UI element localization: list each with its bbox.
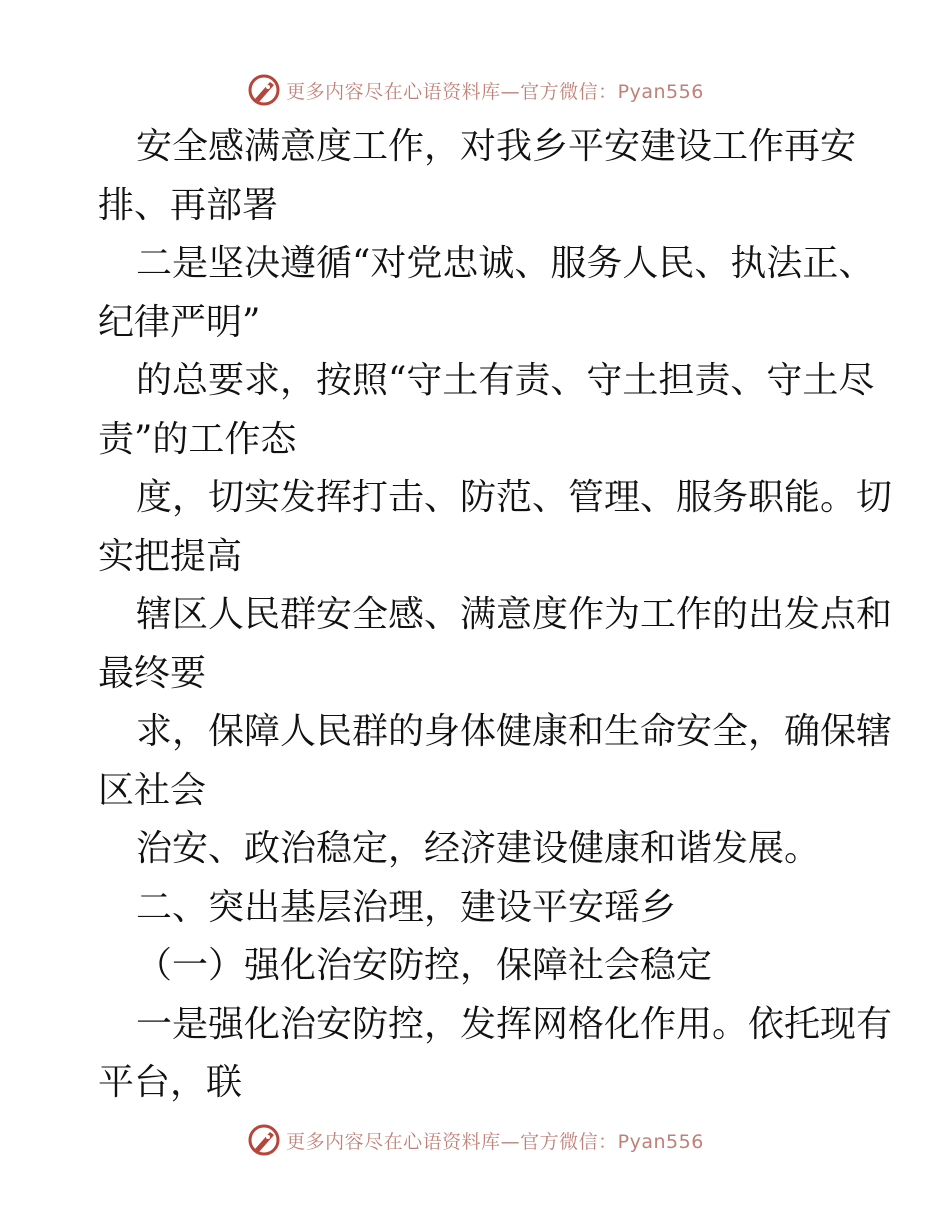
text-line: 区社会	[98, 769, 207, 811]
text-line: 治安、政治稳定，经济建设健康和谐发展。	[136, 828, 821, 869]
text-line: 二、突出基层治理，建设平安瑶乡	[136, 886, 677, 928]
text-line: 安全感满意度工作，对我乡平安建设工作再安	[136, 126, 857, 167]
text-line: 求，保障人民群的身体健康和生命安全，确保辖	[136, 711, 893, 752]
text-line: 排、再部署	[98, 184, 279, 226]
text-line: 二是坚决遵循“对党忠诚、服务人民、执法正、	[136, 243, 875, 284]
text-line: （一）强化治安防控，保障社会稳定	[136, 945, 713, 986]
text-line: 辖区人民群安全感、满意度作为工作的出发点和	[136, 594, 893, 635]
text-line: 平台，联	[98, 1062, 243, 1103]
pen-logo-icon	[246, 1122, 282, 1158]
text-line: 责”的工作态	[98, 418, 297, 460]
text-line: 的总要求，按照“守土有责、守土担责、守土尽	[136, 360, 875, 401]
text-line: 实把提高	[98, 535, 243, 577]
text-line: 度，切实发挥打击、防范、管理、服务职能。切	[136, 477, 893, 518]
header-watermark	[0, 70, 950, 110]
text-line: 最终要	[98, 652, 207, 694]
text-line: 纪律严明”	[98, 301, 261, 343]
body-text	[98, 118, 893, 1113]
pen-logo-icon	[246, 72, 282, 108]
watermark-text: 更多内容尽在心语资料库—官方微信：Pyan556	[286, 1130, 704, 1153]
text-line: 一是强化治安防控，发挥网格化作用。依托现有	[136, 1003, 893, 1045]
watermark-text: 更多内容尽在心语资料库—官方微信：Pyan556	[286, 80, 704, 103]
footer-watermark	[0, 1120, 950, 1160]
